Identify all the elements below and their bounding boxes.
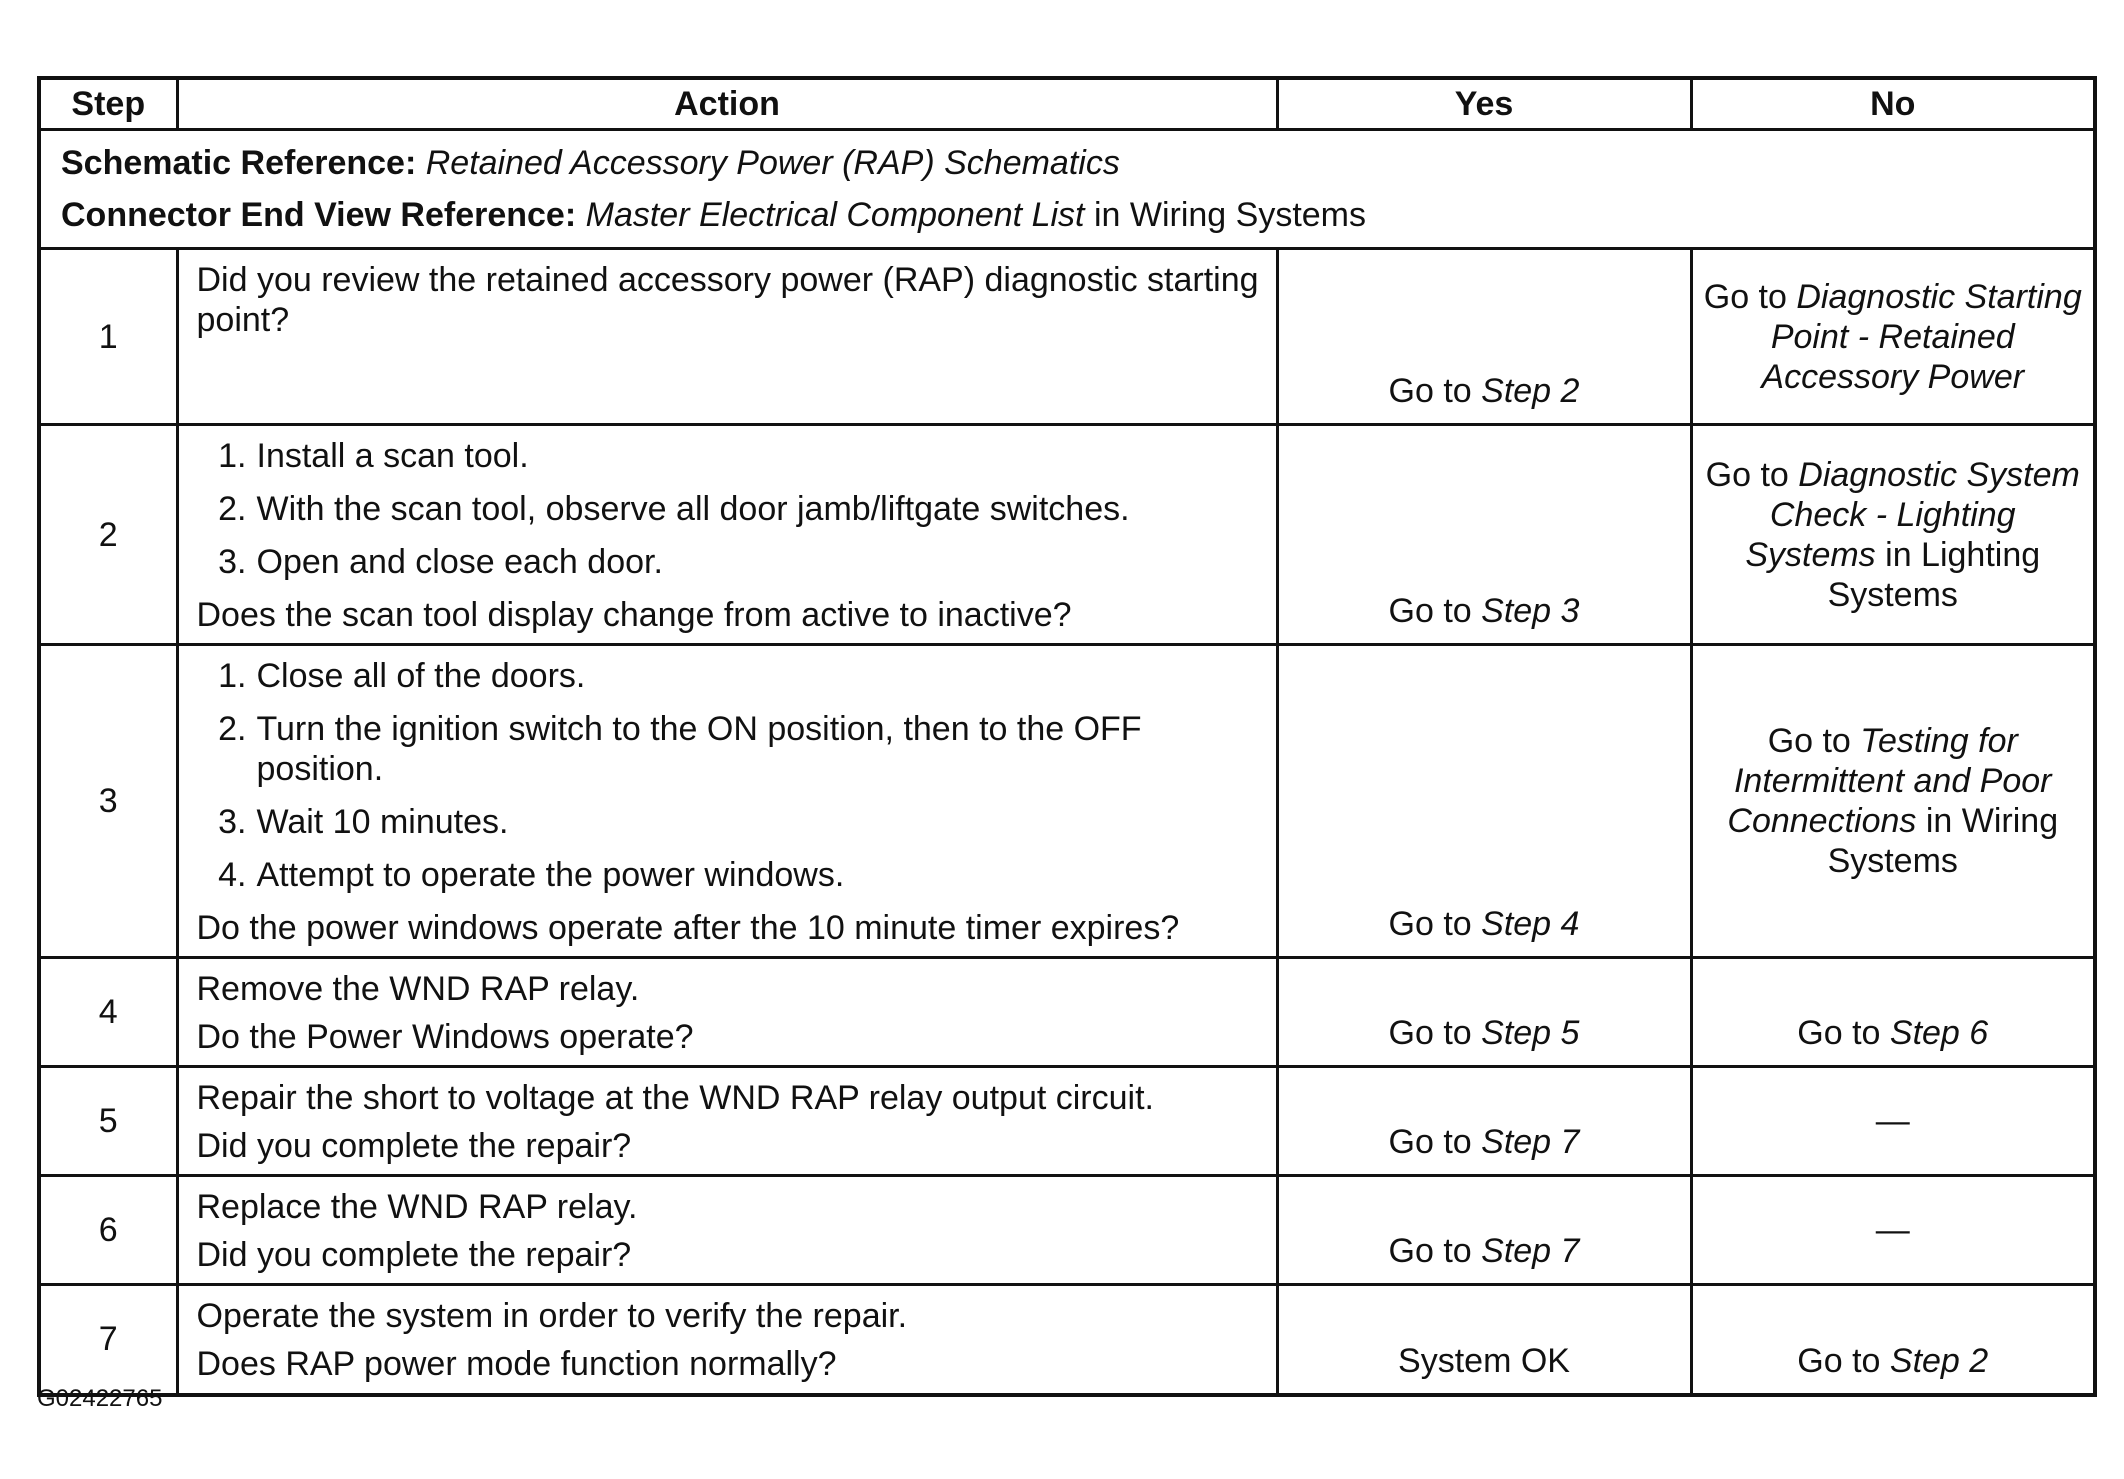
list-item-text: With the scan tool, observe all door jamb/liftgate switches. bbox=[256, 490, 1130, 528]
connector-reference bbox=[61, 189, 2073, 241]
no-prefix: Go to bbox=[1797, 1014, 1890, 1052]
no-dash: — bbox=[1875, 1211, 1910, 1249]
table-row bbox=[39, 1176, 2095, 1285]
header-yes: Yes bbox=[1277, 78, 1691, 130]
no-suffix: in Wiring Systems bbox=[1827, 802, 2059, 880]
list-item-text: Install a scan tool. bbox=[256, 437, 529, 475]
table-row bbox=[39, 645, 2095, 958]
no-cell bbox=[1691, 1067, 2095, 1176]
action-text: Operate the system in order to verify the repair. bbox=[196, 1297, 908, 1335]
reference-cell bbox=[39, 130, 2095, 249]
step-number: 7 bbox=[39, 1285, 177, 1395]
table-row bbox=[39, 1285, 2095, 1395]
reference-row bbox=[39, 130, 2095, 249]
header-row bbox=[39, 78, 2095, 130]
no-cell bbox=[1691, 958, 2095, 1067]
yes-step-link[interactable]: Step 2 bbox=[1481, 372, 1580, 410]
action-question: Does RAP power mode function normally? bbox=[196, 1345, 837, 1383]
yes-step-link[interactable]: Step 5 bbox=[1481, 1014, 1580, 1052]
yes-prefix: Go to bbox=[1388, 905, 1482, 943]
no-dash: — bbox=[1875, 1102, 1910, 1140]
step-number: 5 bbox=[39, 1067, 177, 1176]
yes-step-link[interactable]: Step 7 bbox=[1481, 1123, 1580, 1161]
action-list bbox=[197, 436, 1260, 582]
connector-reference-suffix: in Wiring Systems bbox=[1084, 196, 1366, 234]
action-cell bbox=[177, 958, 1277, 1067]
no-link[interactable]: Diagnostic System Check - Lighting Systems bbox=[1745, 455, 2080, 574]
action-question: Do the power windows operate after the 10 minute timer expires? bbox=[196, 909, 1180, 947]
no-cell bbox=[1691, 249, 2095, 425]
header-step: Step bbox=[39, 78, 177, 130]
step-rows bbox=[39, 249, 2095, 1395]
yes-cell bbox=[1277, 1176, 1691, 1285]
no-link[interactable]: Diagnostic Starting Point - Retained Accessory Power bbox=[1761, 277, 2082, 396]
step-number: 6 bbox=[39, 1176, 177, 1285]
yes-cell bbox=[1277, 645, 1691, 958]
action-text: Remove the WND RAP relay. bbox=[196, 970, 640, 1008]
yes-cell bbox=[1277, 425, 1691, 645]
action-cell bbox=[177, 1285, 1277, 1395]
no-prefix: Go to bbox=[1703, 277, 1797, 316]
schematic-reference bbox=[61, 137, 2073, 189]
action-text: Repair the short to voltage at the WND RAP relay output circuit. bbox=[196, 1079, 1154, 1117]
action-cell bbox=[177, 1067, 1277, 1176]
list-item-text: Open and close each door. bbox=[256, 543, 663, 581]
figure-id: G02422765 bbox=[37, 1385, 163, 1412]
list-item bbox=[218, 855, 1260, 895]
table-row bbox=[39, 958, 2095, 1067]
no-suffix: in Lighting Systems bbox=[1827, 535, 2041, 614]
action-question: Do the Power Windows operate? bbox=[196, 1018, 694, 1056]
yes-step-link[interactable]: Step 3 bbox=[1481, 592, 1580, 630]
yes-cell bbox=[1277, 249, 1691, 425]
action-question: Did you complete the repair? bbox=[196, 1127, 632, 1165]
list-item-text: Attempt to operate the power windows. bbox=[256, 856, 845, 894]
list-item bbox=[218, 802, 1260, 842]
yes-prefix: Go to bbox=[1388, 372, 1482, 410]
no-prefix: Go to bbox=[1705, 455, 1799, 494]
yes-prefix: Go to bbox=[1388, 1123, 1482, 1161]
list-item bbox=[218, 489, 1260, 529]
yes-cell bbox=[1277, 1285, 1691, 1395]
connector-reference-label: Connector End View Reference: bbox=[61, 196, 577, 234]
list-item bbox=[218, 656, 1260, 696]
schematic-reference-label: Schematic Reference: bbox=[61, 144, 417, 182]
no-cell bbox=[1691, 1176, 2095, 1285]
schematic-reference-value: Retained Accessory Power (RAP) Schematics bbox=[425, 144, 1120, 182]
no-cell bbox=[1691, 1285, 2095, 1395]
step-number: 1 bbox=[39, 249, 177, 425]
list-item-number: 1. bbox=[218, 657, 247, 695]
list-item-text: Wait 10 minutes. bbox=[256, 803, 509, 841]
diagnostic-table bbox=[37, 76, 2097, 1397]
action-cell bbox=[177, 425, 1277, 645]
action-cell bbox=[177, 249, 1277, 425]
no-link[interactable]: Step 6 bbox=[1889, 1014, 1989, 1052]
yes-text: System OK bbox=[1398, 1341, 1570, 1380]
no-cell bbox=[1691, 645, 2095, 958]
action-text: Replace the WND RAP relay. bbox=[196, 1188, 638, 1226]
list-item-number: 1. bbox=[218, 437, 247, 475]
step-number: 4 bbox=[39, 958, 177, 1067]
action-text: Did you review the retained accessory power (RAP) diagnostic starting point? bbox=[196, 261, 1268, 339]
list-item-number: 2. bbox=[218, 490, 247, 528]
list-item bbox=[218, 436, 1260, 476]
yes-step-link[interactable]: Step 7 bbox=[1481, 1232, 1580, 1270]
action-question: Did you complete the repair? bbox=[196, 1236, 632, 1274]
yes-prefix: Go to bbox=[1388, 592, 1482, 630]
list-item bbox=[218, 542, 1260, 582]
list-item-text: Close all of the doors. bbox=[256, 657, 586, 695]
action-cell bbox=[177, 645, 1277, 958]
step-number: 2 bbox=[39, 425, 177, 645]
table-row bbox=[39, 1067, 2095, 1176]
connector-reference-value: Master Electrical Component List bbox=[585, 196, 1085, 234]
no-cell bbox=[1691, 425, 2095, 645]
yes-cell bbox=[1277, 1067, 1691, 1176]
header-action: Action bbox=[177, 78, 1277, 130]
table-row bbox=[39, 249, 2095, 425]
list-item-number: 3. bbox=[218, 543, 247, 581]
yes-prefix: Go to bbox=[1388, 1232, 1482, 1270]
list-item-number: 3. bbox=[218, 803, 247, 841]
yes-step-link[interactable]: Step 4 bbox=[1481, 905, 1580, 943]
no-link[interactable]: Step 2 bbox=[1889, 1341, 1989, 1380]
action-list bbox=[197, 656, 1260, 895]
step-number: 3 bbox=[39, 645, 177, 958]
action-cell bbox=[177, 1176, 1277, 1285]
yes-cell bbox=[1277, 958, 1691, 1067]
list-item-number: 4. bbox=[218, 856, 247, 894]
table-row bbox=[39, 425, 2095, 645]
action-question: Does the scan tool display change from active to inactive? bbox=[196, 596, 1072, 634]
header-no: No bbox=[1691, 78, 2095, 130]
no-prefix: Go to bbox=[1767, 722, 1861, 760]
list-item bbox=[218, 709, 1260, 789]
no-link[interactable]: Testing for Intermittent and Poor Connections bbox=[1727, 722, 2052, 840]
list-item-text: Turn the ignition switch to the ON position, then to the OFF position. bbox=[256, 710, 1142, 788]
list-item-number: 2. bbox=[218, 710, 247, 748]
yes-prefix: Go to bbox=[1388, 1014, 1482, 1052]
no-prefix: Go to bbox=[1797, 1341, 1890, 1380]
